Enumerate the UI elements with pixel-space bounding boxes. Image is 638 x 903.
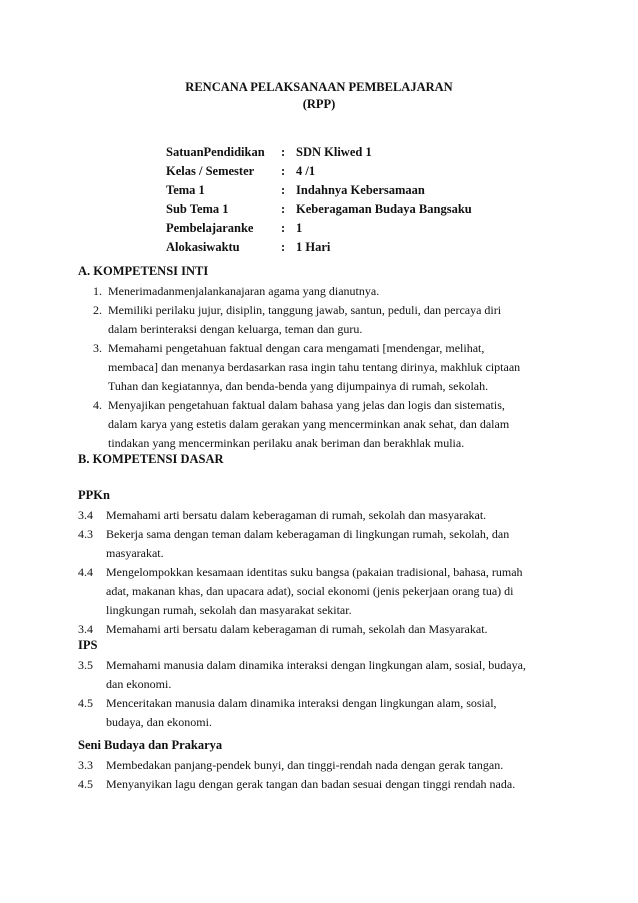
identity-row (166, 183, 472, 202)
item-line: tindakan yang mencerminkan perilaku anak beriman dan berakhlak mulia. (108, 436, 465, 450)
list-item (78, 694, 561, 732)
item-text (106, 525, 561, 563)
item-text (106, 775, 561, 794)
item-number: 4.5 (78, 777, 93, 791)
item-line: membaca] dan menanya berdasarkan rasa ingin tahu tentang dirinya, makhluk ciptaan (108, 360, 521, 374)
kompetensi-inti-list (78, 282, 564, 453)
item-number: 4.3 (78, 527, 93, 541)
identity-row (166, 145, 472, 164)
kd-list-sbdp (78, 756, 561, 794)
identity-key: SatuanPendidikan (166, 145, 265, 159)
identity-colon: : (281, 145, 286, 159)
list-item (78, 775, 561, 794)
item-number: 3.3 (78, 758, 93, 772)
section-a-heading: A. KOMPETENSI INTI (78, 264, 209, 278)
item-line: Memiliki perilaku jujur, disiplin, tanggung jawab, santun, peduli, dan percaya diri (108, 303, 502, 317)
item-line: masyarakat. (106, 546, 164, 560)
identity-key: Alokasiwaktu (166, 240, 240, 254)
item-line: Membedakan panjang-pendek bunyi, dan tinggi-rendah nada dengan gerak tangan. (106, 758, 504, 772)
identity-table (166, 145, 472, 259)
item-text (106, 756, 561, 775)
item-number: 2. (93, 303, 102, 317)
item-text (108, 339, 564, 396)
item-line: Mengelompokkan kesamaan identitas suku bangsa (pakaian tradisional, bahasa, rumah (106, 565, 523, 579)
subject-heading-sbdp: Seni Budaya dan Prakarya (78, 738, 223, 752)
identity-colon: : (281, 221, 286, 235)
subject-heading-ips: IPS (78, 638, 98, 652)
section-b-heading: B. KOMPETENSI DASAR (78, 452, 224, 466)
identity-row (166, 221, 472, 240)
identity-key: Kelas / Semester (166, 164, 255, 178)
item-text (108, 396, 564, 453)
item-line: dan ekonomi. (106, 677, 172, 691)
item-line: lingkungan rumah, sekolah dan masyarakat sekitar. (106, 603, 352, 617)
item-line: Bekerja sama dengan teman dalam keberagaman di lingkungan rumah, sekolah, dan (106, 527, 510, 541)
list-item (78, 282, 564, 301)
document-subtitle: (RPP) (302, 97, 336, 111)
list-item (78, 396, 564, 453)
identity-value: 4 /1 (296, 164, 316, 178)
item-line: Menceritakan manusia dalam dinamika interaksi dengan lingkungan alam, sosial, (106, 696, 497, 710)
kd-list-ips (78, 656, 561, 732)
item-text (106, 656, 561, 694)
item-line: adat, makanan khas, dan upacara adat), social ekonomi (jenis pekerjaan orang tua) di (106, 584, 514, 598)
item-line: Menerimadanmenjalankanajaran agama yang dianutnya. (108, 284, 380, 298)
identity-colon: : (281, 164, 286, 178)
list-item (78, 525, 561, 563)
item-number: 3. (93, 341, 102, 355)
item-number: 1. (93, 284, 102, 298)
kd-list-ppkn (78, 506, 561, 639)
identity-key: Sub Tema 1 (166, 202, 229, 216)
document-title: RENCANA PELAKSANAAN PEMBELAJARAN (185, 80, 453, 94)
identity-key: Pembelajaranke (166, 221, 254, 235)
identity-colon: : (281, 183, 286, 197)
item-line: Memahami manusia dalam dinamika interaksi dengan lingkungan alam, sosial, budaya, (106, 658, 526, 672)
item-number: 3.4 (78, 508, 93, 522)
item-text (106, 563, 561, 620)
identity-value: Keberagaman Budaya Bangsaku (296, 202, 472, 216)
identity-key: Tema 1 (166, 183, 205, 197)
item-number: 4. (93, 398, 102, 412)
identity-row (166, 240, 472, 259)
item-number: 4.5 (78, 696, 93, 710)
item-line: Menyanyikan lagu dengan gerak tangan dan badan sesuai dengan tinggi rendah nada. (106, 777, 516, 791)
item-line: budaya, dan ekonomi. (106, 715, 212, 729)
item-line: Memahami arti bersatu dalam keberagaman di rumah, sekolah dan masyarakat. (106, 508, 487, 522)
item-line: Memahami arti bersatu dalam keberagaman di rumah, sekolah dan Masyarakat. (106, 622, 488, 636)
identity-value: SDN Kliwed 1 (296, 145, 372, 159)
list-item (78, 756, 561, 775)
list-item (78, 339, 564, 396)
item-text (106, 620, 561, 639)
item-number: 3.4 (78, 622, 93, 636)
subject-heading-ppkn: PPKn (78, 488, 110, 502)
identity-row (166, 202, 472, 221)
identity-row (166, 164, 472, 183)
item-line: Menyajikan pengetahuan faktual dalam bahasa yang jelas dan logis dan sistematis, (108, 398, 505, 412)
list-item (78, 563, 561, 620)
identity-value: 1 (296, 221, 303, 235)
item-text (108, 282, 564, 301)
item-number: 3.5 (78, 658, 93, 672)
item-text (108, 301, 564, 339)
list-item (78, 301, 564, 339)
list-item (78, 506, 561, 525)
identity-colon: : (281, 202, 286, 216)
item-line: Memahami pengetahuan faktual dengan cara mengamati [mendengar, melihat, (108, 341, 485, 355)
identity-value: Indahnya Kebersamaan (296, 183, 425, 197)
item-number: 4.4 (78, 565, 93, 579)
identity-value: 1 Hari (296, 240, 331, 254)
item-text (106, 694, 561, 732)
list-item (78, 620, 561, 639)
item-line: Tuhan dan kegiatannya, dan benda-benda yang dijumpainya di rumah, sekolah. (108, 379, 489, 393)
identity-colon: : (281, 240, 286, 254)
item-text (106, 506, 561, 525)
item-line: dalam berinteraksi dengan keluarga, teman dan guru. (108, 322, 363, 336)
list-item (78, 656, 561, 694)
item-line: dalam karya yang estetis dalam gerakan yang mencerminkan anak sehat, dan dalam (108, 417, 510, 431)
